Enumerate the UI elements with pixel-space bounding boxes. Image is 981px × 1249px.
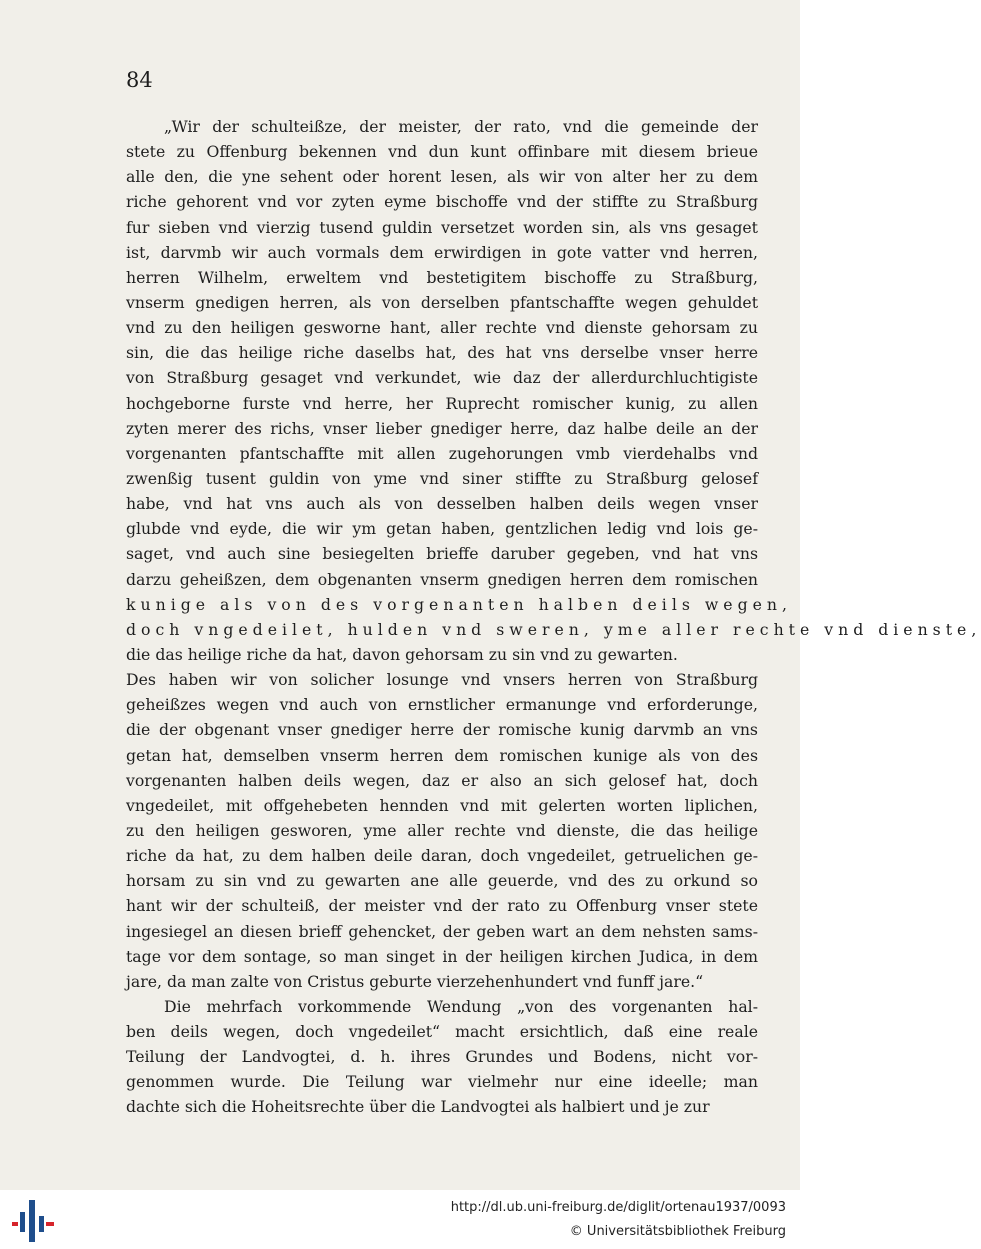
text-line: vnd zu den heiligen gesworne hant, aller rechte vnd dienste gehorsam zu: [126, 318, 758, 338]
text-line: jare, da man zalte von Cristus geburte vierzehenhundert vnd funff jare.“: [126, 971, 704, 991]
text-line: stete zu Offenburg bekennen vnd dun kunt offinbare mit diesem brieue: [126, 142, 758, 162]
text-line: ist, darvmb wir auch vormals dem erwirdigen in gote vatter vnd herren,: [126, 242, 758, 262]
text-line: riche da hat, zu dem halben deile daran, doch vngedeilet, getruelichen ge-: [126, 846, 758, 866]
text-line: zu den heiligen gesworen, yme aller rechte vnd dienste, die das heilige: [126, 820, 758, 840]
text-line: von Straßburg gesaget vnd verkundet, wie daz der allerdurchluchtigiste: [126, 368, 758, 388]
text-line: horsam zu sin vnd zu gewarten ane alle geuerde, vnd des zu orkund so: [126, 871, 758, 891]
text-line: Des haben wir von solicher losunge vnd vnsers herren von Straßburg: [126, 670, 758, 690]
text-line: habe, vnd hat vns auch als von desselben halben deils wegen vnser: [126, 494, 758, 514]
text-line: die der obgenant vnser gnediger herre der romische kunig darvmb an vns: [126, 720, 758, 740]
text-line: saget, vnd auch sine besiegelten brieffe daruber gegeben, vnd hat vns: [126, 544, 758, 564]
text-line: die das heilige riche da hat, davon gehorsam zu sin vnd zu gewarten.: [126, 644, 678, 664]
text-line: herren Wilhelm, erweltem vnd bestetigitem bischoffe zu Straßburg,: [126, 267, 758, 287]
text-line: kunige als von des vorgenanten halben deils wegen,: [126, 594, 792, 614]
text-line: vngedeilet, mit offgehebeten hennden vnd mit gelerten worten liplichen,: [126, 795, 758, 815]
text-line: getan hat, demselben vnserm herren dem romischen kunige als von des: [126, 745, 758, 765]
text-line: riche gehorent vnd vor zyten eyme bischoffe vnd der stiffte zu Straßburg: [126, 192, 758, 212]
university-library-logo-icon: [10, 1198, 56, 1244]
text-line: Die mehrfach vorkommende Wendung „von des vorgenanten hal-: [164, 996, 758, 1016]
text-line: fur sieben vnd vierzig tusend guldin versetzet worden sin, als vns gesaget: [126, 217, 758, 237]
text-line: tage vor dem sontage, so man singet in der heiligen kirchen Judica, in dem: [126, 946, 758, 966]
page-number: 84: [126, 68, 153, 92]
text-line: darzu geheißzen, dem obgenanten vnserm gnedigen herren dem romischen: [126, 569, 758, 589]
text-line: zwenßig tusent guldin von yme vnd siner stiffte zu Straßburg gelosef: [126, 468, 758, 488]
text-line: vorgenanten halben deils wegen, daz er also an sich gelosef hat, doch: [126, 770, 758, 790]
text-line: vorgenanten pfantschaffte mit allen zugehorungen vmb vierdehalbs vnd: [126, 443, 758, 463]
text-line: hant wir der schulteiß, der meister vnd der rato zu Offenburg vnser stete: [126, 896, 758, 916]
body-text: [126, 114, 981, 1120]
text-line: genommen wurde. Die Teilung war vielmehr nur eine ideelle; man: [126, 1072, 758, 1092]
text-line: Teilung der Landvogtei, d. h. ihres Grundes und Bodens, nicht vor-: [126, 1047, 758, 1067]
text-line: alle den, die yne sehent oder horent lesen, als wir von alter her zu dem: [126, 167, 758, 187]
text-line: geheißzes wegen vnd auch von ernstlicher ermanunge vnd erforderunge,: [126, 695, 758, 715]
text-line: vnserm gnedigen herren, als von derselben pfantschaffte wegen gehuldet: [126, 292, 758, 312]
copyright-notice: © Universitätsbibliothek Freiburg: [569, 1224, 786, 1239]
permalink-link[interactable]: http://dl.ub.uni-freiburg.de/diglit/ortenau1937/0093: [450, 1200, 786, 1215]
text-line: hochgeborne furste vnd herre, her Ruprecht romischer kunig, zu allen: [126, 393, 758, 413]
text-line: zyten merer des richs, vnser lieber gnediger herre, daz halbe deile an der: [126, 418, 758, 438]
viewer-footer: [0, 1190, 800, 1249]
text-line: dachte sich die Hoheitsrechte über die Landvogtei als halbiert und je zur: [126, 1097, 710, 1117]
text-line: doch vngedeilet, hulden vnd sweren, yme aller rechte vnd dienste,: [126, 619, 981, 639]
text-line: ingesiegel an diesen brieff gehencket, der geben wart an dem nehsten sams-: [126, 921, 758, 941]
text-line: glubde vnd eyde, die wir ym getan haben, gentzlichen ledig vnd lois ge-: [126, 519, 758, 539]
text-line: ben deils wegen, doch vngedeilet“ macht ersichtlich, daß eine reale: [126, 1022, 758, 1042]
text-line: „Wir der schulteißze, der meister, der rato, vnd die gemeinde der: [164, 117, 758, 136]
text-line: sin, die das heilige riche daselbs hat, des hat vns derselbe vnser herre: [126, 343, 758, 363]
